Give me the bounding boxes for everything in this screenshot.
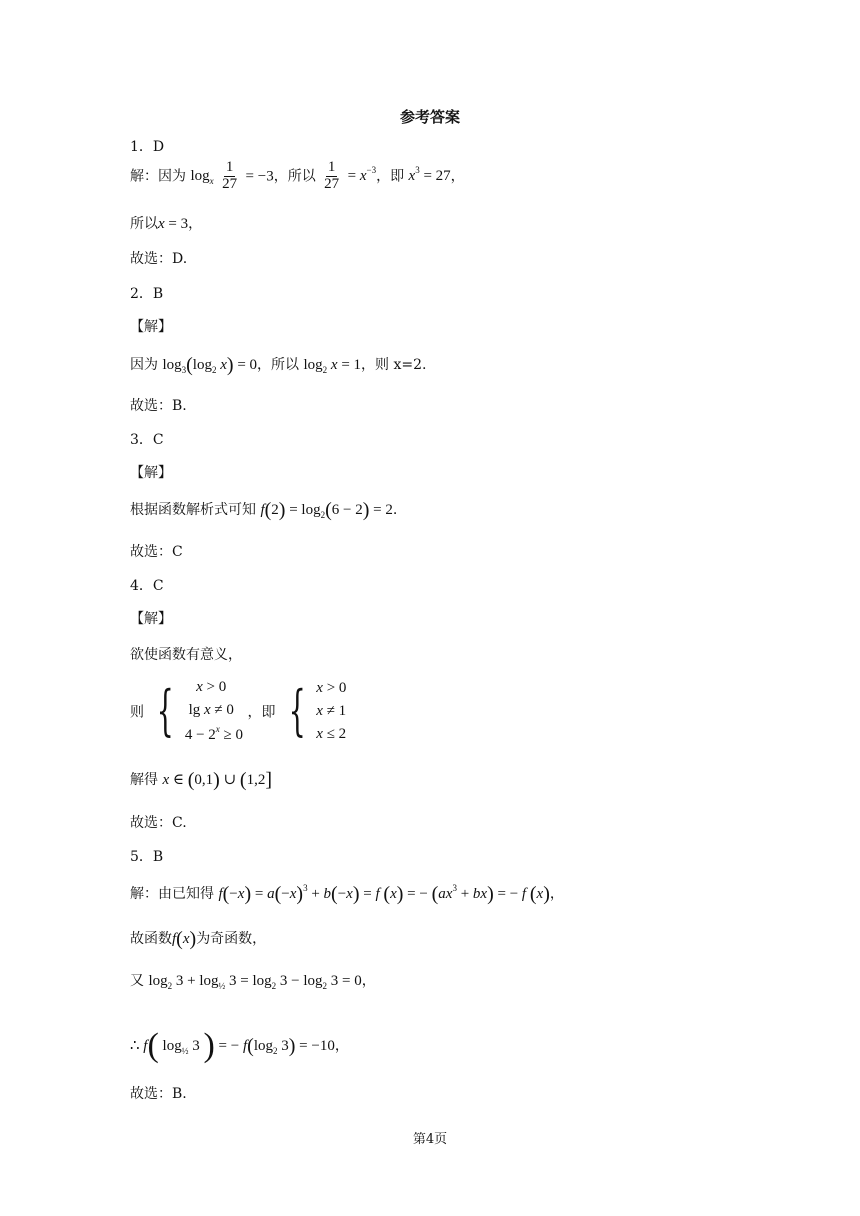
q1-label: 1．D	[130, 139, 165, 155]
q3-header: 【解】	[130, 465, 172, 481]
q4-system: 则 { x > 0 lg x ≠ 0 $4 - 2^x \ge 0$ ，即 { x > 0 x ≠ 1 x ≤ 2	[130, 679, 347, 743]
q5-choose: 故选：B.	[130, 1086, 187, 1102]
q5-therefore: ∴ f( $\log_{\frac{1}{2}} 3$ ) = − $f(\log_2$ 3) = −10，	[130, 1027, 349, 1064]
q1-line2: 所以x = 3，	[130, 216, 203, 232]
page-title: 参考答案	[399, 108, 460, 126]
q5-odd: 故函数f(x)为奇函数，	[130, 928, 267, 950]
q1-choose: 故选：D.	[130, 251, 188, 267]
page-footer: 第4页	[412, 1132, 448, 1147]
q3-solution: 根据函数解析式可知 $f(2) = \log_2(6 - 2) = 2$.	[130, 499, 398, 521]
q4-label: 4．C	[130, 578, 164, 594]
q2-choose: 故选：B.	[130, 398, 187, 414]
q5-label: 5．B	[130, 849, 164, 865]
q2-label: 2．B	[130, 286, 164, 302]
q2-header: 【解】	[130, 319, 172, 335]
q4-choose: 故选：C.	[130, 815, 187, 831]
q5-solution: 解：由已知得 $f(-x) = a(-x)^3 + b(-x) = f$ (x) = − $(ax^3 + bx)$ = − f (x)，	[130, 883, 564, 905]
q3-choose: 故选：C	[130, 544, 183, 560]
q4-header: 【解】	[130, 611, 172, 627]
q4-solve: 解得 x ∈ (0,1) ∪ (1,2]	[130, 769, 272, 791]
q3-label: 3．C	[130, 432, 164, 448]
q1-solution: 解：因为 $\log_x$ $\frac{1}{27}$ = −3，所以 $\frac{1}{27}$ = $x^{-3}$，即 $x^3 = 27$，	[130, 159, 465, 192]
q5-also: 又 $\log_2 3 + \log_{\frac{1}{2}} 3 = \log_2 3 - \log_2 3 = 0$，	[130, 973, 376, 991]
q2-solution: 因为 $\log_3(\log_2$ x) = 0，所以 $\log_2 x = 1$，则 x=2.	[130, 354, 427, 376]
q4-intro: 欲使函数有意义，	[130, 647, 242, 663]
